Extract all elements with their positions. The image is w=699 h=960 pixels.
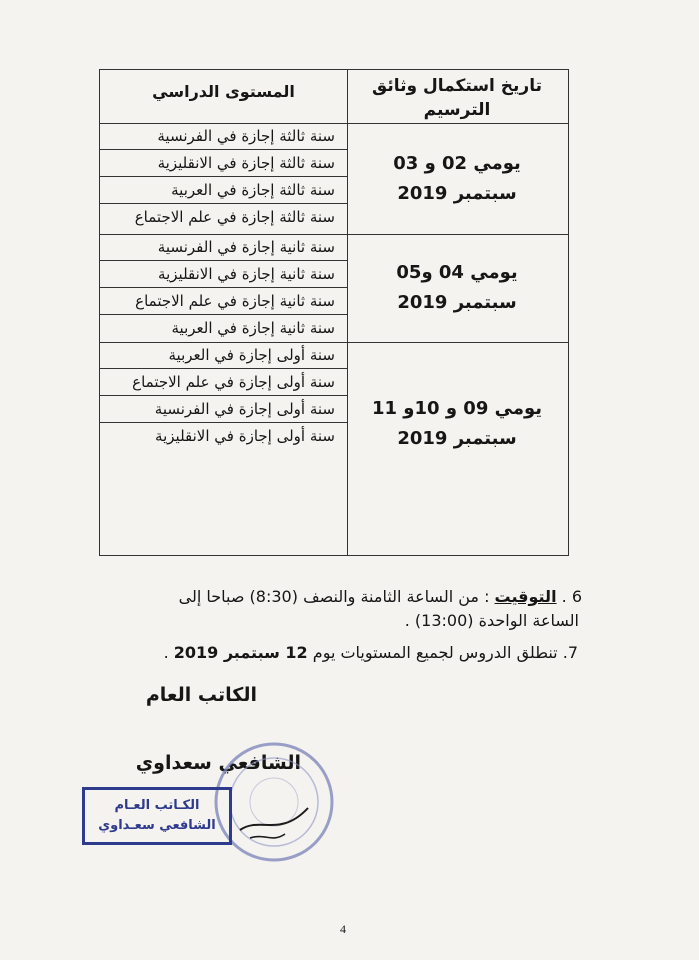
level-item: سنة أولى إجازة في علم الاجتماع — [100, 369, 347, 396]
stamp-line1: الكـاتب العـام — [114, 798, 200, 813]
note-7-number: 7. — [562, 643, 578, 662]
level-item: سنة ثانية إجازة في العربية — [171, 319, 335, 337]
date-line1: يومي 09 و 10و 11 — [371, 397, 543, 419]
note-6 — [102, 586, 582, 608]
level-item: سنة أولى إجازة في الانقليزية — [155, 427, 335, 445]
note-7-end: . — [163, 643, 174, 662]
level-item: سنة ثانية إجازة في علم الاجتماع — [100, 288, 347, 315]
note-6-line2: الساعة الواحدة (13:00) . — [404, 611, 579, 630]
signatory-name: الشافعي سعداوي — [135, 752, 301, 774]
level-item: سنة ثالثة إجازة في الفرنسية — [100, 123, 347, 150]
signature-stamp — [82, 787, 232, 845]
date-line1: يومي 04 و05 — [396, 262, 518, 283]
note-7-text: تنطلق الدروس لجميع المستويات يوم — [312, 643, 558, 662]
levels-list-2 — [100, 234, 347, 342]
level-item: سنة ثانية إجازة في الانقليزية — [100, 261, 347, 288]
note-7-date: 12 سبتمبر 2019 — [173, 643, 308, 662]
date-line2: سبتمبر 2019 — [397, 427, 517, 449]
date-cell-1 — [346, 123, 568, 234]
levels-list-3 — [100, 342, 347, 450]
date-line1: يومي 02 و 03 — [393, 152, 521, 174]
table-row-group-2 — [100, 234, 568, 343]
page-number: 4 — [340, 922, 346, 936]
levels-list-1 — [100, 123, 347, 231]
table-header-row — [100, 70, 568, 124]
date-cell-2 — [346, 234, 568, 342]
note-7 — [164, 642, 578, 664]
signatory-title: الكاتب العام — [145, 684, 257, 706]
stamp-line2: الشافعي سعـداوي — [98, 818, 216, 833]
level-item: سنة ثالثة إجازة في الانقليزية — [100, 150, 347, 177]
date-line2: سبتمبر 2019 — [397, 182, 517, 204]
header-date-line1: تاريخ استكمال وثائق — [372, 76, 542, 96]
level-item: سنة ثالثة إجازة في علم الاجتماع — [134, 208, 335, 226]
note-6-label: التوقيت — [494, 587, 557, 606]
level-item: سنة أولى إجازة في العربية — [100, 342, 347, 369]
date-line2: سبتمبر 2019 — [397, 292, 517, 313]
table-row-group-3 — [100, 342, 568, 555]
level-item: سنة ثالثة إجازة في العربية — [100, 177, 347, 204]
schedule-table — [99, 69, 569, 556]
header-date-column — [346, 74, 568, 122]
note-6-text: : من الساعة الثامنة والنصف (8:30) صباحا إلى — [178, 587, 495, 606]
note-6-number: 6 . — [561, 587, 582, 606]
level-item: سنة ثانية إجازة في الفرنسية — [100, 234, 347, 261]
date-cell-3 — [346, 342, 568, 555]
header-level-column: المستوى الدراسي — [152, 82, 295, 101]
header-date-line2: الترسيم — [423, 100, 491, 120]
level-item: سنة أولى إجازة في الفرنسية — [100, 396, 347, 423]
table-row-group-1 — [100, 123, 568, 235]
